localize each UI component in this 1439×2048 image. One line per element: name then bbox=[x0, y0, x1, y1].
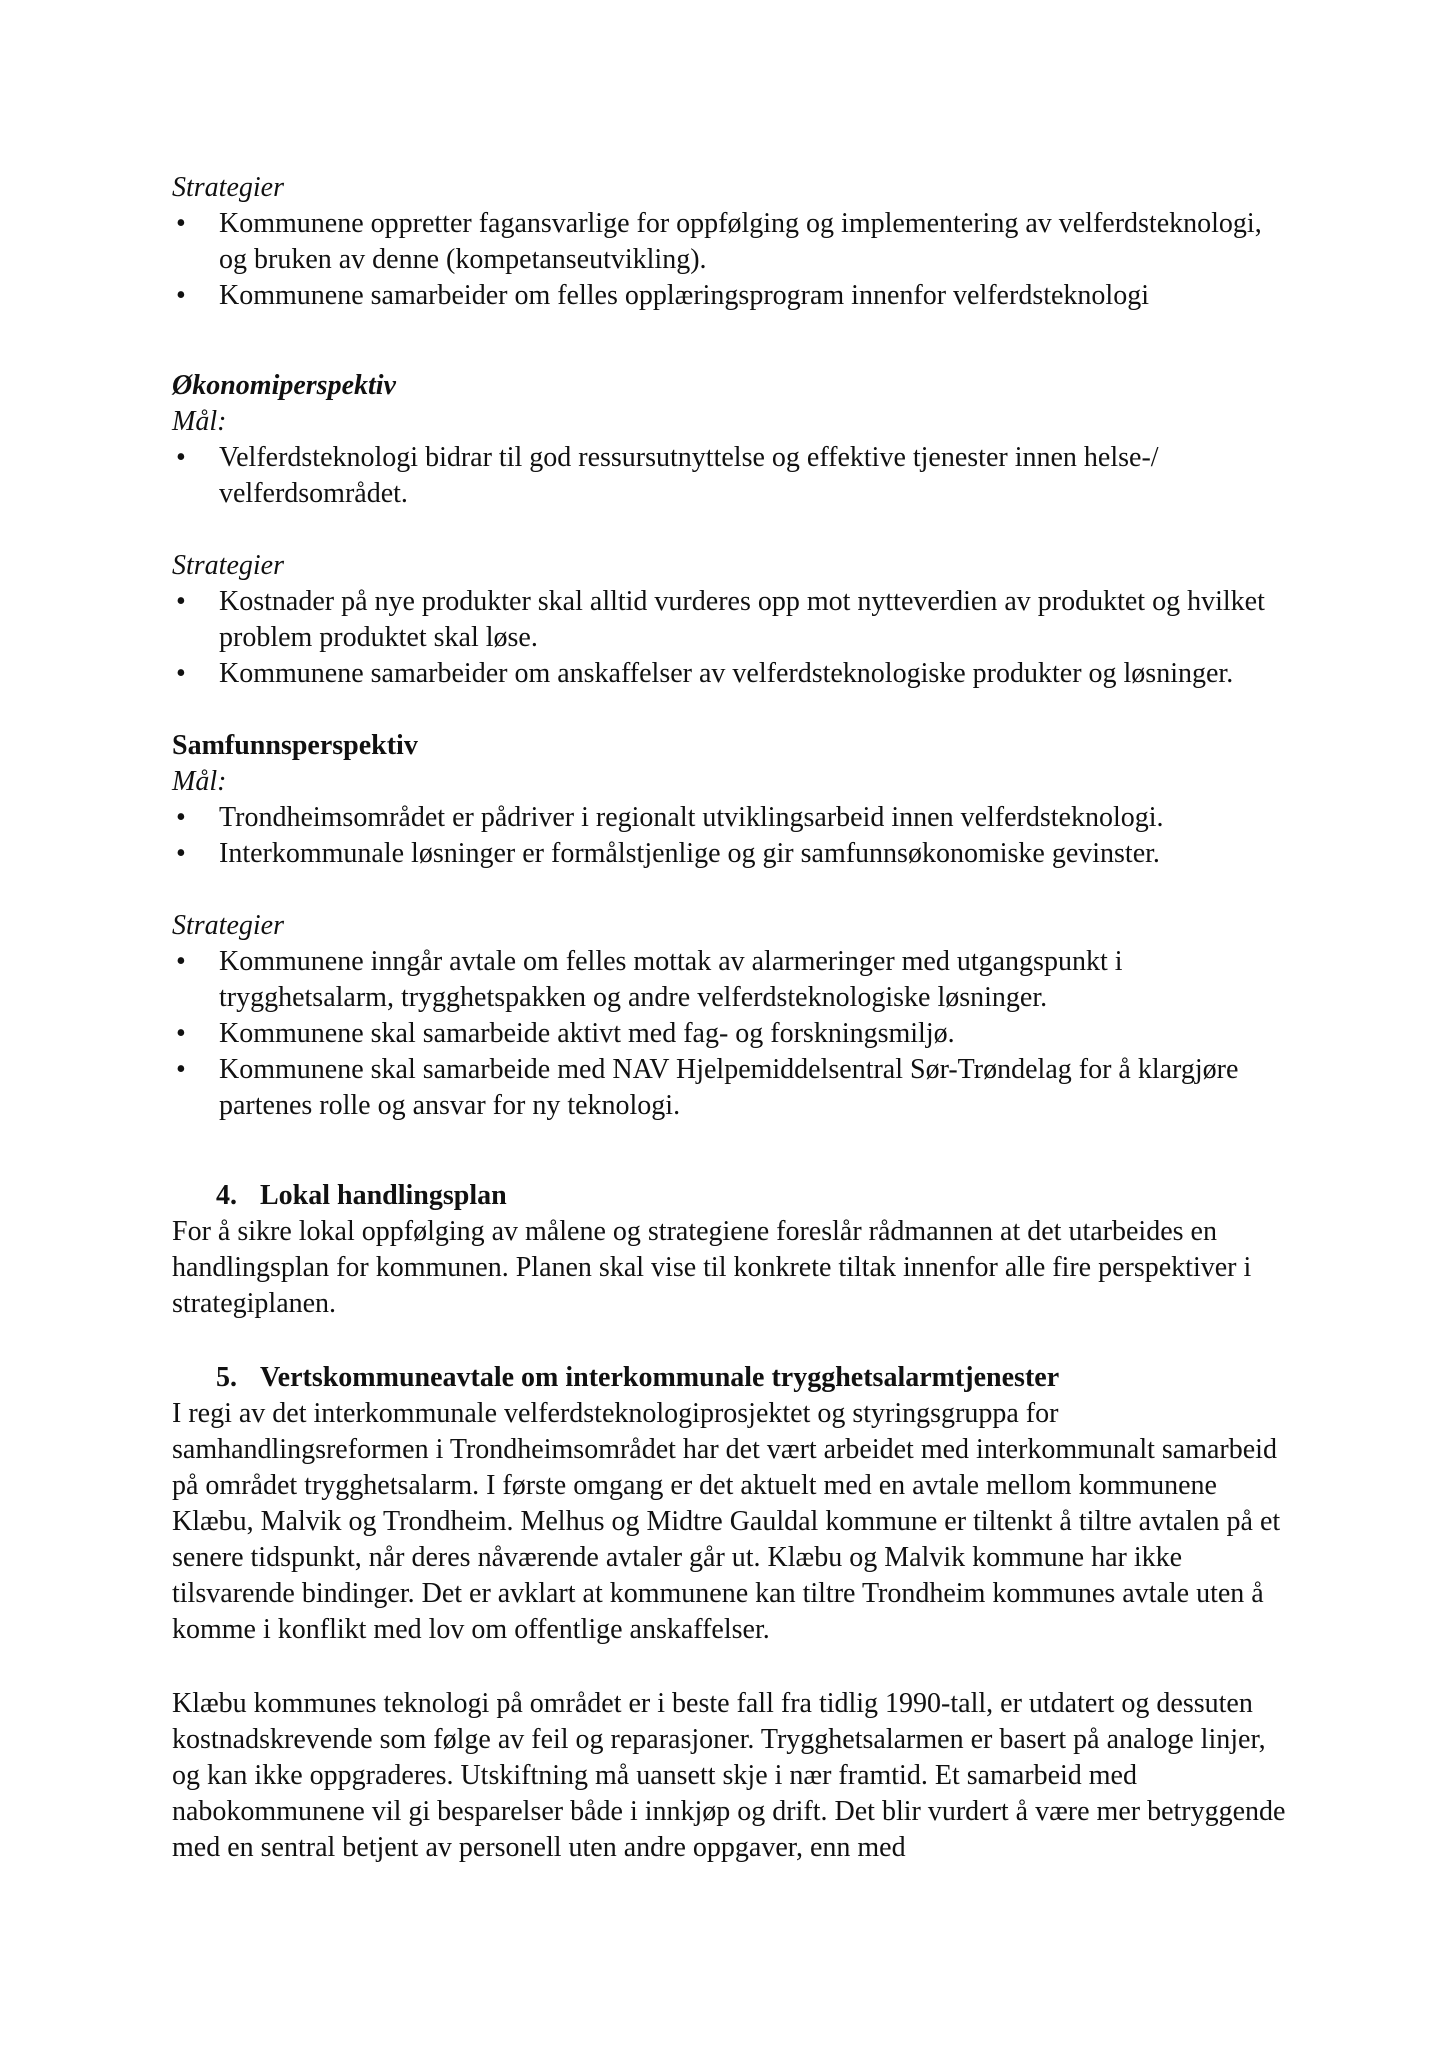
section-5-paragraph-2: Klæbu kommunes teknologi på området er i beste fall fra tidlig 1990-tall, er utdatert og dessuten kostnadskrevende som følge av feil og reparasjoner. Trygghetsalarmen er basert på analoge linjer, og kan ikke oppgraderes. Utskiftning må uansett skje i nær framtid. Et samarbeid med nabokommunene vil gi besparelser både i innkjøp og drift. Det blir vurdert å være mer betryggende med en sentral betjent av personell uten andre oppgaver, enn med bbox=[172, 1688, 1286, 1863]
list-item: • Kommunene skal samarbeide med NAV Hjelpemiddelsentral Sør-Trøndelag for å klargjøre partenes rolle og ansvar for ny teknologi. bbox=[172, 1052, 1289, 1124]
section-number: 5. bbox=[216, 1362, 237, 1393]
goals-list bbox=[172, 440, 1289, 512]
list-item: • Trondheimsområdet er pådriver i regionalt utviklingsarbeid innen velferdsteknologi. bbox=[172, 800, 1289, 836]
goals-list bbox=[172, 800, 1289, 872]
list-item: • Kommunene samarbeider om anskaffelser av velferdsteknologiske produkter og løsninger. bbox=[172, 656, 1289, 692]
section-number: 4. bbox=[216, 1180, 237, 1211]
list-item: • Kommunene skal samarbeide aktivt med fag- og forskningsmiljø. bbox=[172, 1016, 1289, 1052]
section-4-body: For å sikre lokal oppfølging av målene og strategiene foreslår rådmannen at det utarbeides en handlingsplan for kommunen. Planen skal vise til konkrete tiltak innenfor alle fire perspektiver i strategiplanen. bbox=[172, 1216, 1252, 1319]
list-item: • Kommunene oppretter fagansvarlige for oppfølging og implementering av velferdsteknologi, og bruken av denne (kompetanseutvikling). bbox=[172, 206, 1289, 278]
strategies-list bbox=[172, 584, 1289, 692]
list-item: • Kommunene samarbeider om felles opplæringsprogram innenfor velferdsteknologi bbox=[172, 278, 1289, 314]
list-item: • Kommunene inngår avtale om felles mottak av alarmeringer med utgangspunkt i trygghetsalarm, trygghetspakken og andre velferdsteknologiske løsninger. bbox=[172, 944, 1289, 1016]
section-5-heading bbox=[172, 1360, 1289, 1396]
list-item: • Velferdsteknologi bidrar til god ressursutnyttelse og effektive tjenester innen helse-/ velferdsområdet. bbox=[172, 440, 1289, 512]
goals-label: Mål: bbox=[172, 406, 227, 437]
strategies-label: Strategier bbox=[172, 550, 284, 581]
strategies-list bbox=[172, 206, 1289, 314]
list-item: • Interkommunale løsninger er formålstjenlige og gir samfunnsøkonomiske gevinster. bbox=[172, 836, 1289, 872]
goals-label: Mål: bbox=[172, 766, 227, 797]
strategies-label: Strategier bbox=[172, 910, 284, 941]
list-item: • Kostnader på nye produkter skal alltid vurderes opp mot nytteverdien av produktet og hvilket problem produktet skal løse. bbox=[172, 584, 1289, 656]
strategies-label: Strategier bbox=[172, 172, 284, 203]
section-title: Lokal handlingsplan bbox=[260, 1180, 507, 1211]
section-title: Vertskommuneavtale om interkommunale trygghetsalarmtjenester bbox=[260, 1362, 1060, 1393]
strategies-list bbox=[172, 944, 1289, 1124]
section-5-paragraph-1: I regi av det interkommunale velferdsteknologiprosjektet og styringsgruppa for samhandlingsreformen i Trondheimsområdet har det vært arbeidet med interkommunalt samarbeid på området trygghetsalarm. I første omgang er det aktuelt med en avtale mellom kommunene Klæbu, Malvik og Trondheim. Melhus og Midtre Gauldal kommune er tiltenkt å tiltre avtalen på et senere tidspunkt, når deres nåværende avtaler går ut. Klæbu og Malvik kommune har ikke tilsvarende bindinger. Det er avklart at kommunene kan tiltre Trondheim kommunes avtale uten å komme i konflikt med lov om offentlige anskaffelser. bbox=[172, 1398, 1281, 1645]
section-4-heading bbox=[172, 1178, 1289, 1214]
society-heading: Samfunnsperspektiv bbox=[172, 730, 418, 761]
economy-heading: Økonomiperspektiv bbox=[172, 370, 396, 401]
